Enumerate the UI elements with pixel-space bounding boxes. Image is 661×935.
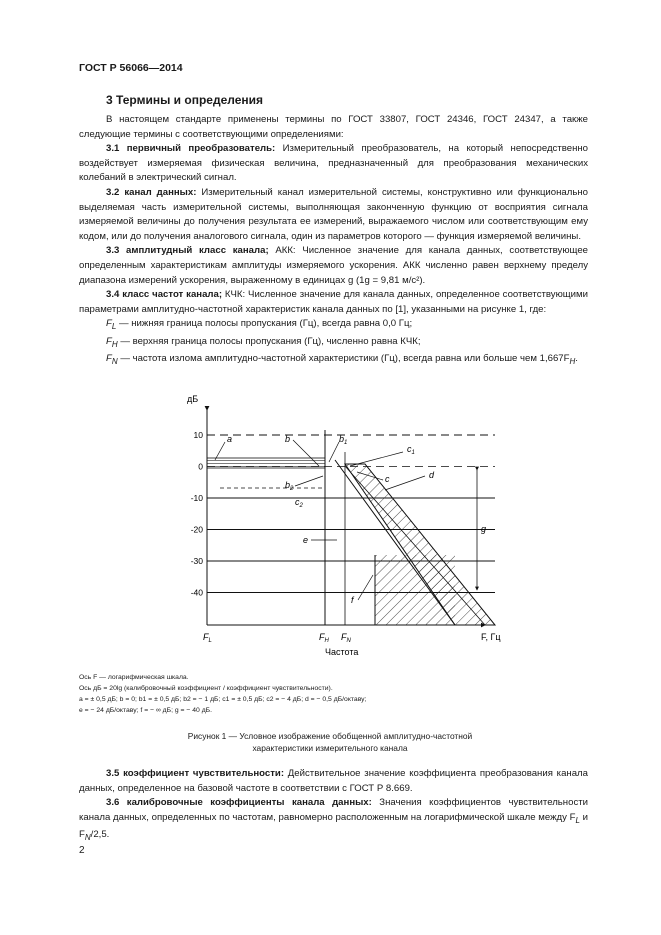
label-c1 bbox=[407, 444, 415, 456]
label-c2-main: c bbox=[295, 497, 300, 507]
y-tick-label: 0 bbox=[198, 461, 203, 472]
label-b1-sub: 1 bbox=[344, 440, 348, 446]
term-3-5 bbox=[79, 767, 588, 796]
y-unit-label: дБ bbox=[187, 394, 199, 404]
term-3-1 bbox=[79, 142, 588, 186]
label-c2-sub: 2 bbox=[299, 503, 303, 509]
label-f: f bbox=[351, 595, 354, 605]
label-c1-sub: 1 bbox=[411, 450, 415, 456]
term-3-6-sub1: L bbox=[575, 815, 580, 825]
term-3-4-text: КЧК: Численное значение для канала данных, определенное соответствующими параметрами амплитудно-частотной характеристик канала данных по [1], указанными на рисунке 1, где: bbox=[79, 289, 588, 315]
term-3-6 bbox=[79, 796, 588, 846]
term-3-3-text: АКК: Численное значение для канала данных, соответствующее определенным характеристикам амплитуды измеряемого ускорения. АКК численно равен верхнему пределу диапазона измерений ускорения, выраженному в единицах g (1g = 9,81 м/с²). bbox=[79, 245, 588, 286]
label-c1-main: c bbox=[407, 444, 412, 454]
note-3: a = ± 0,5 дБ; b = 0; b1 = ± 0,5 дБ; b2 = − 1 дБ; c1 = ± 0,5 дБ; c2 = − 4 дБ; d = − 0,5 дБ/октаву; bbox=[79, 696, 367, 703]
x-axis-end-label: F, Гц bbox=[481, 632, 501, 642]
x-axis-label: Частота bbox=[325, 647, 359, 657]
term-3-2 bbox=[79, 186, 588, 244]
label-b: b bbox=[285, 434, 291, 444]
y-tick-label: -30 bbox=[190, 556, 203, 566]
terms-text-top bbox=[79, 113, 588, 370]
section-title: 3 Термины и определения bbox=[106, 93, 264, 107]
term-3-6-title: 3.6 калибровочные коэффициенты канала данных: bbox=[106, 797, 372, 809]
term-3-6-text: Значения коэффициентов чувствительности канала данных, определенных по частотам, равномерно расположенным на логарифмической шкале между F bbox=[79, 797, 588, 823]
y-tick-label: -40 bbox=[190, 587, 203, 598]
def-fl-text: — нижняя граница полосы пропускания (Гц), всегда равна 0,0 Гц; bbox=[116, 318, 413, 330]
x-tick-fl bbox=[203, 632, 212, 644]
def-fn-symbol: F bbox=[106, 353, 112, 365]
def-fh-symbol: F bbox=[106, 335, 112, 347]
label-b2 bbox=[285, 480, 294, 492]
y-tick-labels bbox=[191, 430, 204, 598]
document-header: ГОСТ Р 56066—2014 bbox=[79, 62, 183, 74]
intro-paragraph: В настоящем стандарте применены термины по ГОСТ 33807, ГОСТ 24346, ГОСТ 24347, а также следующие термины с соответствующими определениями: bbox=[79, 114, 588, 140]
label-a: a bbox=[227, 434, 233, 444]
x-tick-fh-sub: H bbox=[324, 638, 329, 644]
def-fl-sub: L bbox=[111, 322, 117, 332]
term-3-1-text: Измерительный преобразователь, на который непосредственно воздействует измеряемая физическая величина, предназначенный для преобразования механических колебаний в электрический сигнал. bbox=[79, 143, 589, 184]
label-b1-main: b bbox=[339, 434, 345, 444]
term-3-6-mid: и F bbox=[79, 811, 588, 841]
passband-band bbox=[207, 458, 325, 468]
def-fl bbox=[79, 317, 588, 335]
label-g: g bbox=[481, 524, 487, 534]
label-b2-main: b bbox=[285, 480, 291, 490]
caption-line-1: Рисунок 1 — Условное изображение обобщенной амплитудно-частотной bbox=[187, 731, 473, 741]
caption-line-2: характеристики измерительного канала bbox=[252, 743, 408, 753]
label-b2-sub: 2 bbox=[290, 486, 294, 492]
x-tick-fh-main: F bbox=[319, 632, 325, 642]
figure-notes bbox=[79, 672, 366, 716]
def-fn-end: . bbox=[575, 353, 578, 365]
term-3-5-text: Действительное значение коэффициента преобразования канала данных, определенное на базовой частоте в соответствии с ГОСТ Р 8.669. bbox=[79, 768, 588, 794]
def-fn-tail: H bbox=[569, 357, 576, 367]
y-tick-label: -10 bbox=[190, 493, 203, 503]
term-3-1-title: 3.1 первичный преобразователь: bbox=[106, 143, 276, 155]
x-tick-fn bbox=[341, 632, 352, 644]
x-tick-fl-sub: L bbox=[208, 638, 212, 644]
x-tick-fh bbox=[319, 632, 330, 644]
figure-caption bbox=[140, 730, 520, 754]
term-3-3 bbox=[79, 244, 588, 288]
note-2: Ось дБ = 20lg (калибровочный коэффициент / коэффициент чувствительности). bbox=[79, 685, 333, 692]
terms-text-bottom bbox=[79, 767, 588, 846]
term-3-5-title: 3.5 коэффициент чувствительности: bbox=[106, 768, 285, 779]
note-1: Ось F — логарифмическая шкала. bbox=[79, 674, 189, 681]
term-3-6-sub2: N bbox=[84, 833, 91, 843]
label-b1 bbox=[339, 434, 347, 446]
y-tick-label: 10 bbox=[193, 430, 203, 440]
stopband-region bbox=[375, 555, 455, 625]
term-3-4-title: 3.4 класс частот канала; bbox=[106, 289, 223, 301]
def-fn bbox=[79, 352, 588, 370]
def-fh-sub: H bbox=[111, 339, 118, 349]
page-number: 2 bbox=[79, 845, 85, 856]
term-3-4 bbox=[79, 288, 588, 317]
term-3-3-title: 3.3 амплитудный класс канала; bbox=[106, 245, 269, 257]
x-tick-fl-main: F bbox=[203, 632, 209, 642]
term-3-2-title: 3.2 канал данных: bbox=[106, 186, 197, 198]
label-c: c bbox=[385, 474, 390, 484]
def-fl-symbol: F bbox=[106, 318, 112, 330]
label-d: d bbox=[429, 470, 435, 480]
label-e: e bbox=[303, 535, 309, 545]
def-fn-text: — частота излома амплитудно-частотной характеристики (Гц), всегда равна или больше чем 1,667F bbox=[117, 353, 570, 365]
term-3-6-end: /2,5. bbox=[90, 829, 110, 841]
def-fh bbox=[79, 335, 588, 353]
x-tick-fn-main: F bbox=[341, 632, 347, 642]
x-tick-fn-sub: N bbox=[346, 638, 351, 644]
y-tick-label: -20 bbox=[190, 524, 203, 535]
note-4: e = − 24 дБ/октаву; f = − ∞ дБ; g = − 40 дБ. bbox=[79, 707, 213, 714]
term-3-2-text: Измерительный канал измерительной системы, конструктивно или функционально выделяемая часть измерительной системы, выполняющая законченную функцию от восприятия сигнала измеряемой величины до получения результата ее измерений, выражаемого числом или соответствующим ему кодом, или до получения аналогового сигнала, один из параметров которого — функция измеряемой величины. bbox=[79, 186, 588, 242]
def-fh-text: — верхняя граница полосы пропускания (Гц), численно равна КЧК; bbox=[117, 335, 421, 347]
def-fn-sub: N bbox=[111, 357, 118, 367]
frequency-response-chart bbox=[185, 390, 525, 665]
label-c2 bbox=[295, 497, 304, 509]
